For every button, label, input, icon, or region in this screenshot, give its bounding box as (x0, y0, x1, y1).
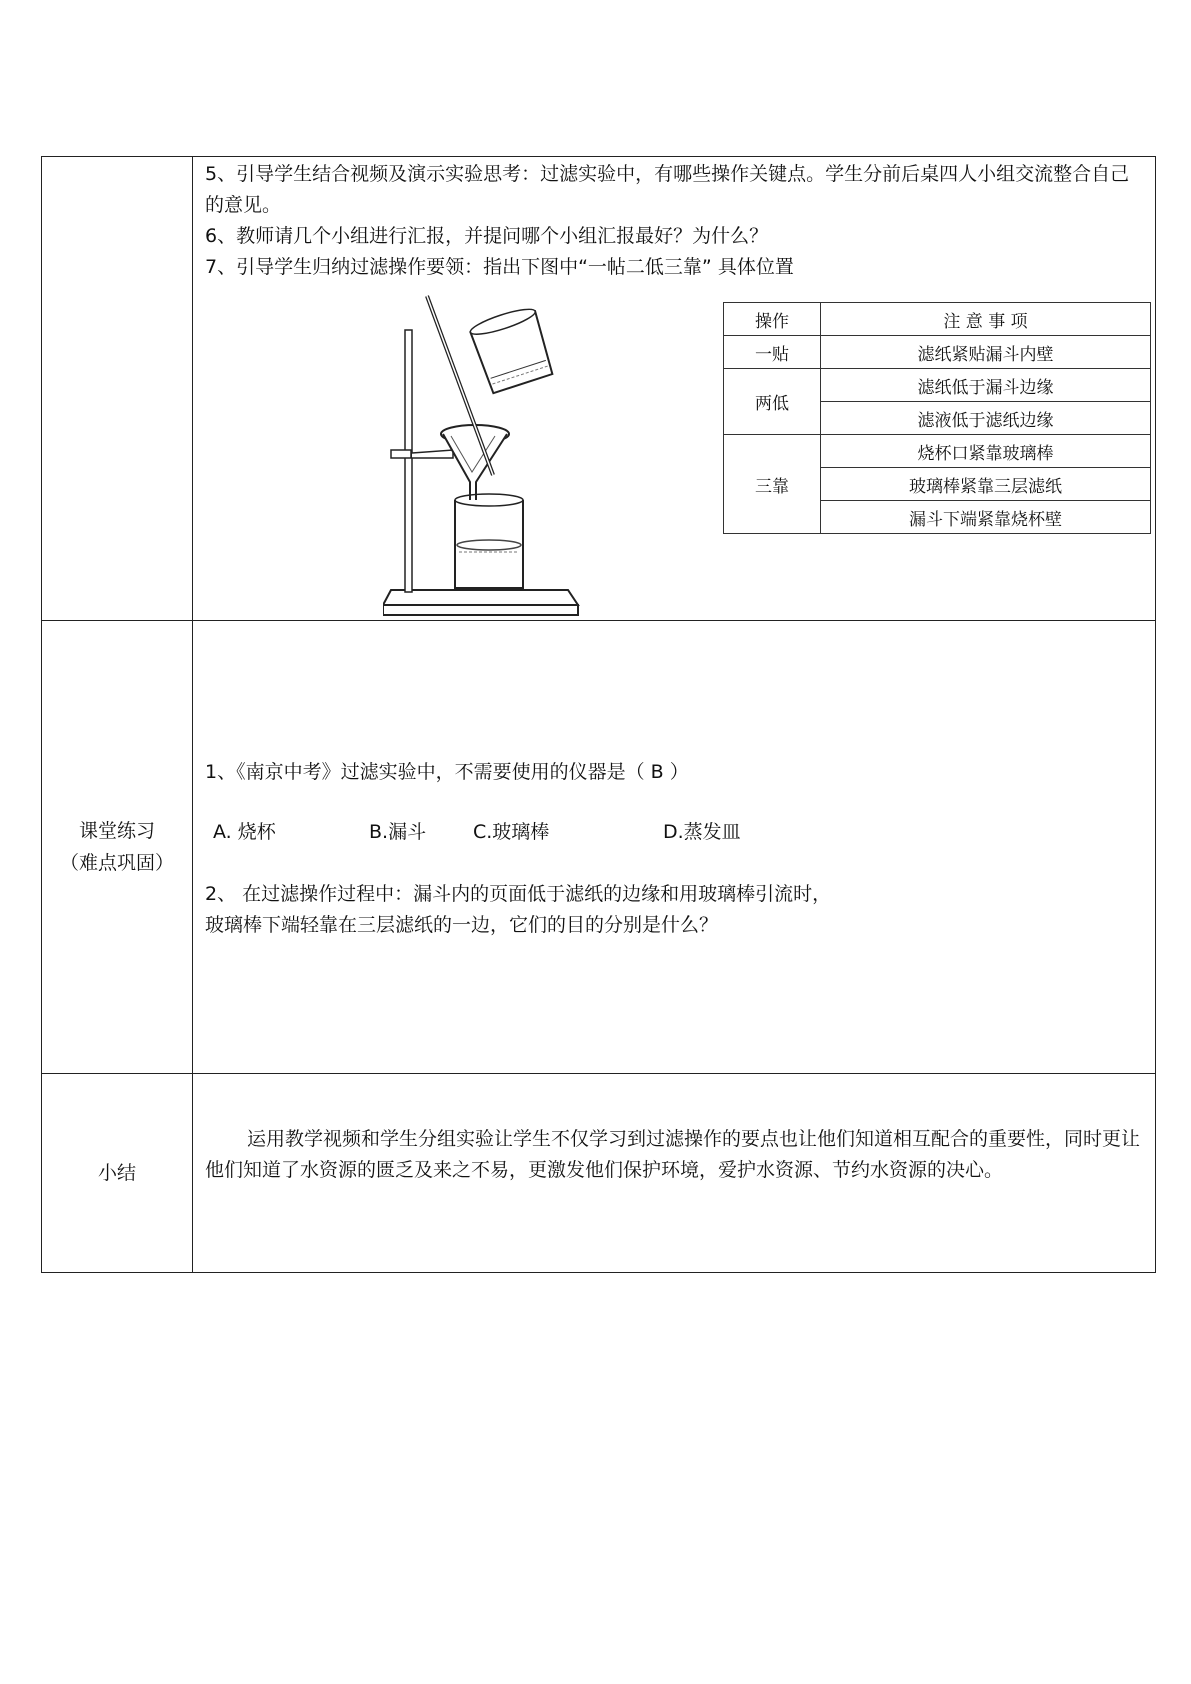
notes-header-row (724, 303, 1151, 336)
practice-label (42, 621, 193, 1074)
summary-text: 运用教学视频和学生分组实验让学生不仅学习到过滤操作的要点也让他们知道相互配合的重要性，同时更让他们知道了水资源的匮乏及来之不易，更激发他们保护环境，爱护水资源、节约水资源的决心。 (205, 1128, 1141, 1181)
filtration-notes-table (723, 302, 1151, 534)
option-d: D.蒸发皿 (663, 821, 741, 843)
notes-header-note: 注 意 事 项 (821, 303, 1151, 336)
question-2-line2: 玻璃棒下端轻靠在三层滤纸的一边，它们的目的分别是什么？ (205, 914, 719, 936)
notes-item: 玻璃棒紧靠三层滤纸 (821, 468, 1151, 501)
option-c: C.玻璃棒 (473, 821, 550, 843)
notes-op: 一贴 (724, 336, 821, 369)
practice-label-line1: 课堂练习 (78, 820, 155, 842)
summary-label: 小结 (42, 1074, 193, 1273)
summary-cell (193, 1074, 1156, 1273)
notes-op: 三靠 (724, 435, 821, 534)
notes-item: 滤液低于滤纸边缘 (821, 402, 1151, 435)
row-practice (42, 621, 1156, 1074)
row-filtration-steps (42, 157, 1156, 621)
question-1-options (205, 817, 1147, 844)
practice-cell (193, 621, 1156, 1074)
step-7: 7、引导学生归纳过滤操作要领：指出下图中“一帖二低三靠” 具体位置 (205, 256, 794, 278)
row-label-empty (42, 157, 193, 621)
step-6: 6、教师请几个小组进行汇报，并提问哪个小组汇报最好？为什么？ (205, 225, 769, 247)
notes-item: 漏斗下端紧靠烧杯壁 (821, 501, 1151, 534)
notes-op: 两低 (724, 369, 821, 435)
question-2 (205, 879, 1147, 941)
question-1-text: 1、《南京中考》过滤实验中，不需要使用的仪器是（ B ） (205, 761, 689, 783)
notes-row-yitie (724, 336, 1151, 369)
step-5: 5、引导学生结合视频及演示实验思考：过滤实验中，有哪些操作关键点。学生分前后桌四人小组交流整合自己的意见。 (205, 163, 1130, 216)
notes-header-op: 操作 (724, 303, 821, 336)
notes-item: 滤纸低于漏斗边缘 (821, 369, 1151, 402)
option-a: A. 烧杯 (213, 821, 276, 843)
steps-cell (193, 157, 1156, 621)
notes-row-liangdi (724, 369, 1151, 402)
question-2-line1: 2、 在过滤操作过程中：漏斗内的页面低于滤纸的边缘和用玻璃棒引流时， (205, 883, 832, 905)
notes-item: 烧杯口紧靠玻璃棒 (821, 435, 1151, 468)
question-1 (205, 757, 1147, 788)
notes-item: 滤纸紧贴漏斗内壁 (821, 336, 1151, 369)
option-b: B.漏斗 (369, 821, 427, 843)
row-summary (42, 1074, 1156, 1273)
steps-text (205, 159, 1147, 283)
practice-label-line2: （难点巩固） (59, 852, 174, 874)
lesson-table (41, 156, 1156, 1273)
notes-row-sankao (724, 435, 1151, 468)
filtration-apparatus-illustration (383, 290, 583, 620)
